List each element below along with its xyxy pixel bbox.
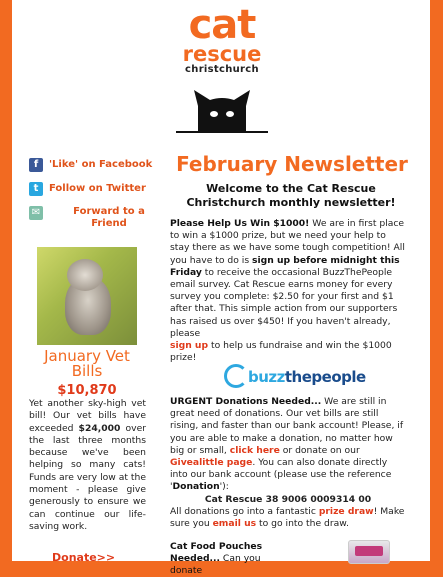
january-vet-bills-heading: January Vet Bills: [44, 347, 130, 380]
cat-food-pouch-image: [348, 540, 390, 564]
logo-city-text: christchurch: [185, 64, 259, 75]
donate-link[interactable]: Donate>>: [52, 551, 116, 564]
kitten-photo: [37, 247, 137, 345]
logo-cat-text: cat: [188, 2, 256, 48]
email-forward-icon: ✉: [29, 206, 43, 220]
click-here-link[interactable]: click here: [229, 444, 280, 456]
cat-rescue-logo[interactable]: [170, 2, 274, 76]
welcome-heading: Welcome to the Cat Rescue Christchurch monthly newsletter!: [186, 182, 396, 209]
email-us-link[interactable]: email us: [212, 518, 257, 530]
cat-food-pouches-heading: Cat Food Pouches Needed... Can you donate: [170, 541, 263, 576]
black-cat-logo-icon: [176, 88, 268, 134]
twitter-follow-label: Follow on Twitter: [49, 183, 146, 194]
win-prize-paragraph: Please Help Us Win $1000! We are in first place to win a $1000 prize, but we need your help to stay there as we have some tough competition! All you have to do is sign up before midnight this Friday to receive the occasional BuzzThePeople email survey. Cat Rescue earns money for every survey you complete: $2.50 for your first and $1 after that. This simple action from our supporters has raised us over $450! If you haven't already, please sign up to help us fundraise and win the $1000 prize!: [170, 218, 405, 364]
givealittle-link[interactable]: Givealittle page: [170, 457, 253, 469]
newsletter-title: February Newsletter: [176, 152, 408, 176]
logo-rescue-text: rescue: [182, 42, 262, 66]
sign-up-link[interactable]: sign up: [170, 340, 209, 352]
newsletter-page: cat rescue christchurch f 'Like' on Facebook t Follow on Twitter ✉ Forward to a Friend January Vet Bills $10,870 Yet another sky-high vet bill! Our vet bills have exceeded $24,000 over the last three months because we've been helping so many cats! Funds are very low at the moment - please give generously to ensure we can continue our life-saving work. Donate>> February Newsletter Welcome to the Cat Rescue Christchurch monthly newsletter! Please Help Us Win $1000! We are in first place to win a $1000 prize, but we need your help to stay there as we have some tough competition! All you have to do is sign up before midnight this Friday to receive the occasional BuzzThePeople email survey. Cat Rescue earns money for every survey you complete: $2.50 for your first and $1 after that. This simple action from our supporters has raised us over $450! If you haven't already, please sign up to help us fundraise and win the $1000 prize! buzzthepeople URGENT Donations Needed... We are still in great need of donations. Our vet bills are still rising, and faster than our bank account! Please, if you are able to make a donation, no matter how big or small, click here or donate on our Givealittle page. You can also donate directly into our bank account (please use the reference 'Donation'): Cat Rescue 38 9006 0009314 00 All donations go into a fantastic prize draw! Make sure you email us to go into the draw. Cat Food Pouches Needed... Can you donate: [12, 0, 430, 561]
buzzthepeople-swirl-icon: [224, 364, 248, 388]
forward-to-friend-label: Forward to a Friend: [73, 206, 145, 229]
twitter-icon: t: [29, 182, 43, 196]
january-vet-bills-text: Yet another sky-high vet bill! Our vet bills have exceeded $24,000 over the last three months because we've been helping so many cats! Funds are very low at the moment - please give generously to ensure we can continue our life-saving work.: [29, 398, 146, 532]
prize-draw-link[interactable]: prize draw: [318, 505, 374, 517]
facebook-icon: f: [29, 158, 43, 172]
urgent-donations-paragraph: URGENT Donations Needed... We are still in great need of donations. Our vet bills are still rising, and faster than our bank account! Please, if you are able to make a donation, no matter how big or small, click here or donate on our Givealittle page. You can also donate directly into our bank account (please use the reference 'Donation'): Cat Rescue 38 9006 0009314 00 All donations go into a fantastic prize draw! Make sure you email us to go into the draw.: [170, 396, 405, 530]
facebook-like-label: 'Like' on Facebook: [49, 159, 153, 170]
bank-account-number: Cat Rescue 38 9006 0009314 00: [204, 493, 372, 505]
january-vet-bills-amount: $10,870: [57, 383, 117, 398]
